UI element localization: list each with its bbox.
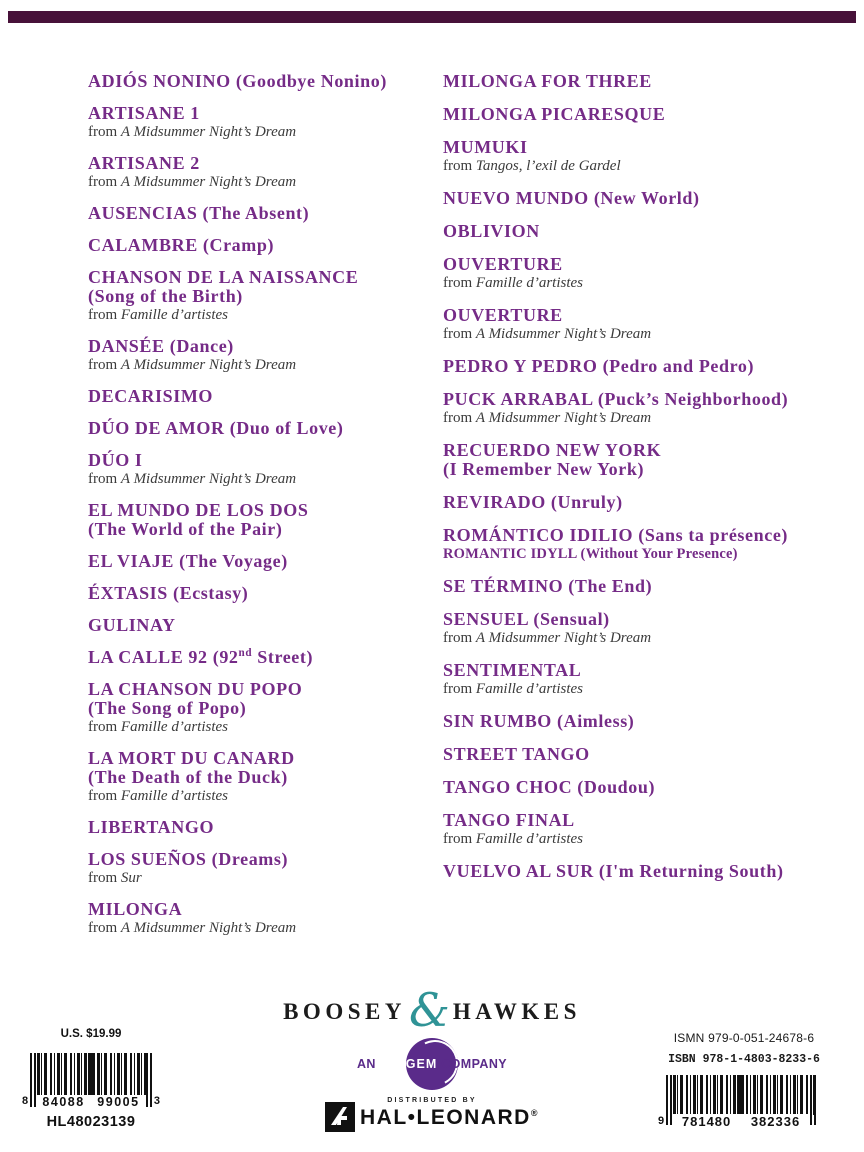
song-title: NUEVO MUNDO (New World) xyxy=(443,188,700,208)
song-source: from Famille d’artistes xyxy=(443,275,583,291)
song-item xyxy=(88,387,438,406)
song-item xyxy=(88,451,438,488)
song-item xyxy=(443,138,843,175)
song-list-column-left xyxy=(88,72,438,950)
song-source: from A Midsummer Night’s Dream xyxy=(443,630,652,646)
song-title: MILONGA xyxy=(88,899,183,919)
song-item xyxy=(88,154,438,191)
song-title: SE TÉRMINO (The End) xyxy=(443,576,653,596)
song-list-column-right xyxy=(443,72,843,895)
song-title: MILONGA PICARESQUE xyxy=(443,104,666,124)
song-title: LIBERTANGO xyxy=(88,817,215,837)
song-title: (The Song of Popo) xyxy=(88,698,247,718)
isbn-label: ISBN 978-1-4803-8233-6 xyxy=(668,1053,820,1066)
song-item xyxy=(88,268,438,324)
song-title: (Song of the Birth) xyxy=(88,286,243,306)
ampersand-glyph: & xyxy=(408,983,450,1037)
song-item xyxy=(443,441,843,479)
song-title: SIN RUMBO (Aimless) xyxy=(443,711,635,731)
song-title: EL MUNDO DE LOS DOS xyxy=(88,500,309,520)
song-subtitle: ROMANTIC IDYLL (Without Your Presence) xyxy=(443,546,738,562)
song-source: from Famille d’artistes xyxy=(88,307,228,323)
song-item xyxy=(443,577,843,596)
song-title: DANSÉE (Dance) xyxy=(88,336,234,356)
song-title: OBLIVION xyxy=(443,221,540,241)
song-item xyxy=(88,236,438,255)
imagem-pre-label: AN xyxy=(356,1057,376,1071)
song-title: PUCK ARRABAL (Puck’s Neighborhood) xyxy=(443,389,789,409)
song-item xyxy=(443,811,843,848)
song-title: DÚO DE AMOR (Duo of Love) xyxy=(88,418,344,438)
song-item xyxy=(443,862,843,881)
top-accent-bar xyxy=(8,11,856,23)
song-title: RECUERDO NEW YORK xyxy=(443,440,662,460)
ismn-label: ISMN 979-0-051-24678-6 xyxy=(673,1031,815,1045)
song-item xyxy=(443,306,843,343)
song-source: from Famille d’artistes xyxy=(88,719,228,735)
song-title: VUELVO AL SUR (I'm Returning South) xyxy=(443,861,784,881)
guard-bar xyxy=(666,1075,668,1125)
price-label: U.S. $19.99 xyxy=(60,1028,122,1040)
song-item xyxy=(443,493,843,512)
guard-bar xyxy=(146,1053,148,1107)
song-item xyxy=(88,72,438,91)
song-item xyxy=(88,204,438,223)
song-source: from A Midsummer Night’s Dream xyxy=(443,410,652,426)
hal-leonard-wordmark: HAL•LEONARD® xyxy=(360,1106,539,1129)
song-title: ADIÓS NONINO (Goodbye Nonino) xyxy=(88,71,387,91)
song-item xyxy=(88,584,438,603)
song-item xyxy=(443,661,843,698)
song-title: DECARISIMO xyxy=(88,386,214,406)
song-title: ARTISANE 2 xyxy=(88,153,200,173)
hl-catalog-number: HL48023139 xyxy=(46,1114,136,1130)
song-source: from A Midsummer Night’s Dream xyxy=(88,124,297,140)
song-item xyxy=(443,745,843,764)
song-source: from A Midsummer Night’s Dream xyxy=(88,174,297,190)
song-source: from Sur xyxy=(88,870,142,886)
ean-digit-group: 781480 xyxy=(681,1114,732,1129)
imagem-word-label: IMAGEM xyxy=(379,1057,438,1071)
song-title: CALAMBRE (Cramp) xyxy=(88,235,275,255)
song-title: DÚO I xyxy=(88,450,143,470)
song-title: TANGO CHOC (Doudou) xyxy=(443,777,656,797)
song-title: AUSENCIAS (The Absent) xyxy=(88,203,310,223)
song-title: REVIRADO (Unruly) xyxy=(443,492,623,512)
barcode-bars xyxy=(30,1053,152,1097)
upc-barcode xyxy=(20,1047,162,1111)
hal-leonard-logo xyxy=(262,1102,602,1132)
song-source: from Famille d’artistes xyxy=(443,831,583,847)
hal-leonard-square-icon xyxy=(325,1102,355,1132)
song-item xyxy=(443,610,843,647)
song-title: STREET TANGO xyxy=(443,744,590,764)
song-item xyxy=(88,900,438,937)
song-item xyxy=(443,255,843,292)
song-title: TANGO FINAL xyxy=(443,810,575,830)
song-item xyxy=(88,337,438,374)
song-item xyxy=(88,648,438,667)
song-source: from A Midsummer Night’s Dream xyxy=(88,471,297,487)
song-item xyxy=(88,616,438,635)
song-item xyxy=(443,105,843,124)
upc-digit-group: 99005 xyxy=(97,1095,140,1109)
song-item xyxy=(443,189,843,208)
song-source: from Tangos, l’exil de Gardel xyxy=(443,158,621,174)
guard-bar xyxy=(810,1075,812,1125)
hawkes-word: HAWKES xyxy=(452,999,581,1024)
song-title: SENSUEL (Sensual) xyxy=(443,609,610,629)
song-item xyxy=(443,526,843,563)
barcode-bars xyxy=(666,1075,816,1115)
song-title: LA CHANSON DU POPO xyxy=(88,679,303,699)
song-title: OUVERTURE xyxy=(443,305,563,325)
upc-digit-group: 84088 xyxy=(42,1095,85,1109)
guard-bar xyxy=(150,1053,152,1107)
song-title: LOS SUEÑOS (Dreams) xyxy=(88,849,289,869)
song-title: (I Remember New York) xyxy=(443,459,645,479)
song-item xyxy=(443,72,843,91)
song-source: from A Midsummer Night’s Dream xyxy=(88,920,297,936)
song-item xyxy=(88,552,438,571)
imagem-post-label: COMPANY xyxy=(441,1057,507,1071)
song-title: ARTISANE 1 xyxy=(88,103,200,123)
song-source: from Famille d’artistes xyxy=(443,681,583,697)
guard-bar xyxy=(814,1075,816,1125)
boosey-word: BOOSEY xyxy=(283,999,406,1024)
song-title: CHANSON DE LA NAISSANCE xyxy=(88,267,359,287)
song-item xyxy=(88,818,438,837)
song-title: LA CALLE 92 (92nd Street) xyxy=(88,647,314,667)
boosey-hawkes-logo xyxy=(262,983,602,1037)
song-title: LA MORT DU CANARD xyxy=(88,748,295,768)
song-title: ÉXTASIS (Ecstasy) xyxy=(88,583,249,603)
song-title: MILONGA FOR THREE xyxy=(443,71,652,91)
song-item xyxy=(88,419,438,438)
song-item xyxy=(443,778,843,797)
song-item xyxy=(88,104,438,141)
upc-outer-left-digit: 8 xyxy=(22,1095,29,1107)
song-title: MUMUKI xyxy=(443,137,528,157)
song-title: (The Death of the Duck) xyxy=(88,767,288,787)
ean-digit-group: 382336 xyxy=(750,1114,801,1129)
song-title: OUVERTURE xyxy=(443,254,563,274)
song-item xyxy=(88,501,438,539)
guard-bar xyxy=(30,1053,32,1107)
ean-bars xyxy=(666,1075,816,1131)
song-item xyxy=(443,390,843,427)
song-title: EL VIAJE (The Voyage) xyxy=(88,551,288,571)
imagem-company-logo xyxy=(262,1038,602,1092)
song-source: from A Midsummer Night’s Dream xyxy=(443,326,652,342)
upc-bars xyxy=(30,1053,152,1111)
upc-outer-right-digit: 3 xyxy=(153,1095,160,1107)
song-item xyxy=(443,357,843,376)
song-item xyxy=(88,680,438,736)
song-item xyxy=(443,222,843,241)
song-title: PEDRO Y PEDRO (Pedro and Pedro) xyxy=(443,356,755,376)
song-source: from Famille d’artistes xyxy=(88,788,228,804)
song-source: from A Midsummer Night’s Dream xyxy=(88,357,297,373)
song-title: GULINAY xyxy=(88,615,176,635)
distributed-by-label: DISTRIBUTED BY xyxy=(387,1097,477,1104)
ean-outer-left-digit: 9 xyxy=(658,1115,665,1127)
song-title: SENTIMENTAL xyxy=(443,660,582,680)
ean-barcode xyxy=(656,1069,816,1131)
upc-digits xyxy=(36,1095,146,1109)
ean-digits xyxy=(672,1114,810,1129)
song-item xyxy=(88,850,438,887)
song-item xyxy=(88,749,438,805)
registered-mark: ® xyxy=(530,1108,539,1118)
song-item xyxy=(443,712,843,731)
song-title: ROMÁNTICO IDILIO (Sans ta présence) xyxy=(443,525,788,545)
song-title: (The World of the Pair) xyxy=(88,519,283,539)
